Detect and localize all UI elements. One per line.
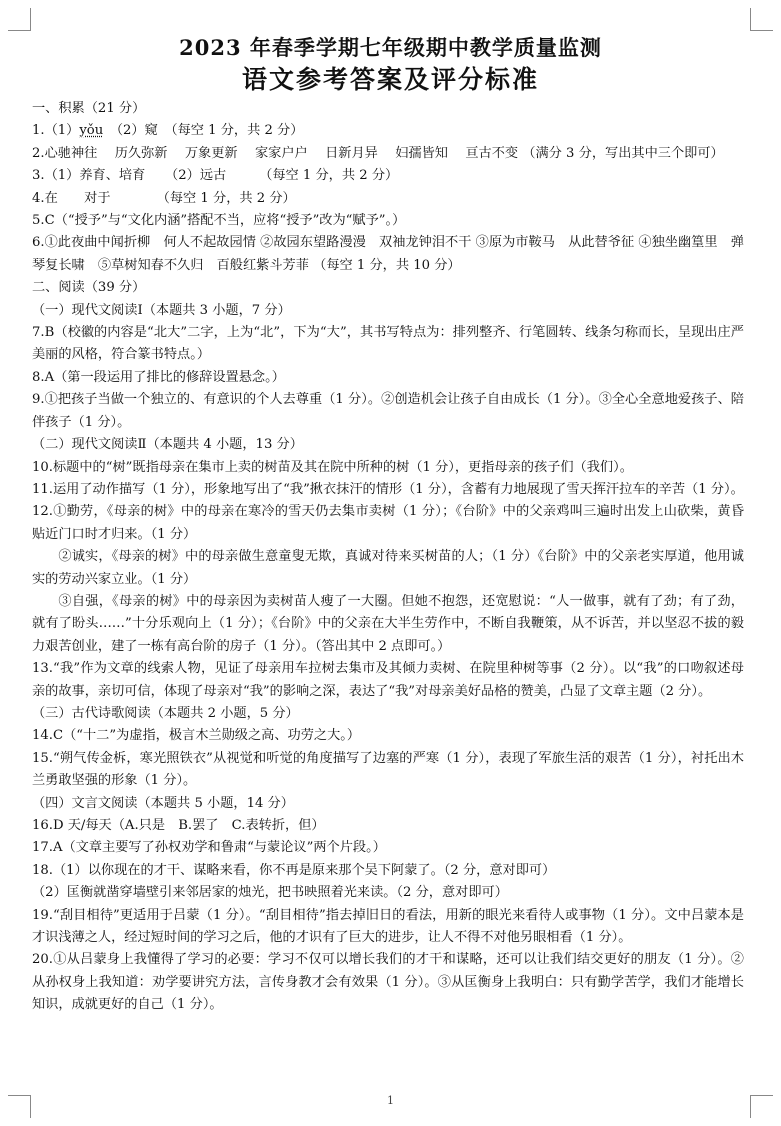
subsection-heading: （四）文言文阅读（本题共 5 小题，14 分） xyxy=(32,795,294,811)
answer-line: 12.①勤劳，《母亲的树》中的母亲在寒冷的雪天仍去集市卖树（1 分）；《台阶》中的父亲鸡叫三遍时出发上山砍柴，黄昏贴近门口时才归来。（1 分） xyxy=(32,504,744,542)
answer-line: 20.①从吕蒙身上我懂得了学习的必要：学习不仅可以增长我们的才干和谋略，还可以让我们结交更好的朋友（1 分）。②从孙权身上我知道：劝学要讲究方法，言传身教才会有效果（1 分）。③从匡衡身上我明白：只有勤学苦学，我们才能增长知识，成就更好的自己（1 分）。 xyxy=(32,952,744,1013)
answer-line: ③自强，《母亲的树》中的母亲因为卖树苗人瘦了一大圈。但她不抱怨，还宽慰说：“人一做事，就有了劲；有了劲，就有了盼头……”十分乐观向上（1 分）；《台阶》中的父亲在大半生劳作中，不断自我鞭策，从不诉苦，并以坚忍不拔的毅力艰苦创业，建了一栋有高台阶的房子（1 分）。（答出其中 2 点即可。） xyxy=(32,593,744,654)
subsection-heading: （二）现代文阅读Ⅱ（本题共 4 小题，13 分） xyxy=(32,437,303,453)
answer-line: 2.心驰神往 历久弥新 万象更新 家家户户 日新月异 妇孺皆知 亘古不变 （满分 3 分，写出其中三个即可） xyxy=(32,145,724,161)
section-heading: 二、阅读（39 分） xyxy=(32,280,146,296)
document-title: 2023 年春季学期七年级期中教学质量监测 xyxy=(179,35,602,60)
document-subtitle: 语文参考答案及评分标准 xyxy=(241,65,539,94)
subsection-heading: （三）古代诗歌阅读（本题共 2 小题，5 分） xyxy=(32,705,299,721)
crop-mark-top-right xyxy=(750,8,773,31)
answer-line: 7.B（校徽的内容是“北大”二字，上为“北”，下为“大”，其书写特点为：排列整齐、行笔圆转、线条匀称而长，呈现出庄严美丽的风格，符合篆书特点。） xyxy=(32,325,744,363)
answer-line: 3.（1）养育、培育 （2）远古 （每空 1 分，共 2 分） xyxy=(32,168,399,184)
answer-line: 4.在 对于 （每空 1 分，共 2 分） xyxy=(32,190,296,206)
answer-line: 17.A（文章主要写了孙权劝学和鲁肃“与蒙论议”两个片段。） xyxy=(32,840,386,856)
answer-line-rest: （2）窥 （每空 1 分，共 2 分） xyxy=(103,123,304,139)
answer-line: 16.D 天/每天（A.只是 B.罢了 C.表转折，但） xyxy=(32,818,325,833)
pinyin-text: yǒu xyxy=(79,123,104,139)
subsection-heading: （一）现代文阅读Ⅰ（本题共 3 小题，7 分） xyxy=(32,302,291,318)
answer-line: 15.“朔气传金柝，寒光照铁衣”从视觉和听觉的角度描写了边塞的严寒（1 分），表现了军旅生活的艰苦（1 分），衬托出木兰勇敢坚强的形象（1 分）。 xyxy=(32,750,744,789)
section-heading: 一、积累（21 分） xyxy=(32,101,146,116)
answer-line: 8.A（第一段运用了排比的修辞设置悬念。） xyxy=(32,369,285,385)
answer-line: 18.（1）以你现在的才干、谋略来看，你不再是原来那个吴下阿蒙了。（2 分，意对即可） xyxy=(32,862,556,878)
answer-line xyxy=(32,120,744,142)
answer-content xyxy=(32,98,744,1017)
answer-line: （2）匡衡就凿穿墙壁引来邻居家的烛光，把书映照着光来读。（2 分，意对即可） xyxy=(32,885,508,901)
answer-line: 5.C（“授予”与“文化内涵”搭配不当，应将“授予”改为“赋予”。） xyxy=(32,213,406,229)
answer-line: 13.“我”作为文章的线索人物，见证了母亲用车拉树去集市及其倾力卖树、在院里种树等事（2 分）。以“我”的口吻叙述母亲的故事，亲切可信，体现了母亲对“我”的影响之深，表达了“我”对母亲美好品格的赞美，凸显了文章主题（2 分）。 xyxy=(32,661,744,699)
answer-line: 10.标题中的“树”既指母亲在集市上卖的树苗及其在院中所种的树（1 分），更指母亲的孩子们（我们）。 xyxy=(32,459,633,475)
answer-line-prefix: 1.（1） xyxy=(32,123,80,139)
answer-line: ②诚实，《母亲的树》中的母亲做生意童叟无欺，真诚对待来买树苗的人；（1 分）《台阶》中的父亲老实厚道，他用诚实的劳动兴家立业。（1 分） xyxy=(32,549,744,587)
answer-line: 19.“刮目相待”更适用于吕蒙（1 分）。“刮目相待”指去掉旧日的看法，用新的眼光来看待人或事物（1 分）。文中吕蒙本是才识浅薄之人，经过短时间的学习之后，他的才识有了巨大的进步，让人不得不对他另眼相看（1 分）。 xyxy=(32,907,744,946)
answer-line: 11.运用了动作描写（1 分），形象地写出了“我”揪衣抹汗的情形（1 分），含蓄有力地展现了雪天挥汗拉车的辛苦（1 分）。 xyxy=(32,481,744,497)
answer-line: 6.①此夜曲中闻折柳 何人不起故园情 ②故园东望路漫漫 双袖龙钟泪不干 ③原为市鞍马 从此替爷征 ④独坐幽篁里 弹琴复长啸 ⑤草树知春不久归 百般红紫斗芳菲 （每空 1 分，共 10 分） xyxy=(32,235,744,273)
crop-mark-top-left xyxy=(8,8,31,31)
answer-line: 14.C（“十二”为虚指，极言木兰勋级之高、功劳之大。） xyxy=(32,728,361,744)
page-number: 1 xyxy=(387,1094,394,1107)
answer-line: 9.①把孩子当做一个独立的、有意识的个人去尊重（1 分）。②创造机会让孩子自由成长（1 分）。③全心全意地爱孩子、陪伴孩子（1 分）。 xyxy=(32,392,744,430)
